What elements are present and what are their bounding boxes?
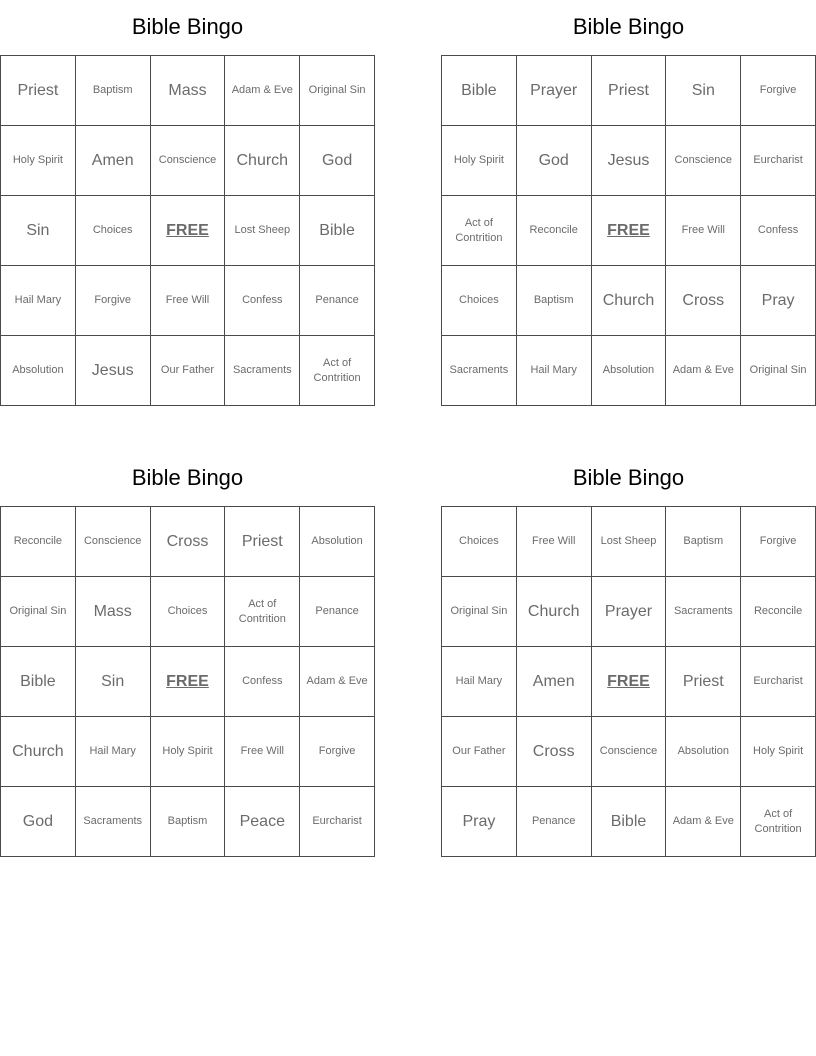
bingo-cell: Baptism [666, 507, 741, 577]
bingo-cell: Original Sin [442, 577, 517, 647]
free-space-cell: FREE [592, 647, 667, 717]
bingo-cell: Sin [1, 196, 76, 266]
bingo-cell: Prayer [592, 577, 667, 647]
bingo-cell: Mass [76, 577, 151, 647]
bingo-cell: Holy Spirit [741, 717, 816, 787]
bingo-cell: Bible [442, 56, 517, 126]
bingo-cell: Holy Spirit [1, 126, 76, 196]
bingo-cell: Confess [225, 647, 300, 717]
bingo-cell: Pray [741, 266, 816, 336]
bingo-cell: Baptism [151, 787, 226, 857]
bingo-cell: Choices [151, 577, 226, 647]
bingo-cell: Holy Spirit [151, 717, 226, 787]
bingo-cell: Sacraments [225, 336, 300, 406]
bingo-card-2 [441, 0, 816, 406]
bingo-cell: Adam & Eve [300, 647, 375, 717]
bingo-cell: Adam & Eve [666, 787, 741, 857]
bingo-cell: Prayer [517, 56, 592, 126]
bingo-cell: Forgive [741, 507, 816, 577]
bingo-cell: Absolution [300, 507, 375, 577]
bingo-cell: Lost Sheep [225, 196, 300, 266]
bingo-cell: Lost Sheep [592, 507, 667, 577]
bingo-cell: Forgive [76, 266, 151, 336]
bingo-cell: Conscience [666, 126, 741, 196]
bingo-cell: Original Sin [300, 56, 375, 126]
bingo-cell: Mass [151, 56, 226, 126]
bingo-cell: Act of Contrition [225, 577, 300, 647]
card-title: Bible Bingo [572, 14, 685, 39]
bingo-cell: Forgive [300, 717, 375, 787]
bingo-cell: Sacraments [76, 787, 151, 857]
bingo-cell: Absolution [1, 336, 76, 406]
bingo-grid [0, 506, 375, 857]
bingo-cell: Eurcharist [300, 787, 375, 857]
card-title: Bible Bingo [131, 14, 244, 39]
bingo-cell: Reconcile [517, 196, 592, 266]
bingo-card-4 [441, 451, 816, 857]
bingo-cell: Free Will [151, 266, 226, 336]
bingo-cell: Eurcharist [741, 126, 816, 196]
bingo-cell: Church [1, 717, 76, 787]
bingo-cell: Free Will [517, 507, 592, 577]
bingo-grid [0, 55, 375, 406]
bingo-cell: Free Will [666, 196, 741, 266]
bingo-cell: Priest [592, 56, 667, 126]
bingo-grid [441, 506, 816, 857]
bingo-cell: Church [225, 126, 300, 196]
bingo-cell: Our Father [151, 336, 226, 406]
bingo-cell: Choices [442, 266, 517, 336]
bingo-cell: Penance [517, 787, 592, 857]
bingo-cell: Amen [76, 126, 151, 196]
bingo-cell: Jesus [592, 126, 667, 196]
bingo-cell: God [300, 126, 375, 196]
bingo-cell: Confess [741, 196, 816, 266]
bingo-cell: Holy Spirit [442, 126, 517, 196]
bingo-cell: Sin [666, 56, 741, 126]
bingo-card-3 [0, 451, 375, 857]
bingo-cell: Free Will [225, 717, 300, 787]
bingo-card-1 [0, 0, 375, 406]
bingo-grid [441, 55, 816, 406]
bingo-cell: Cross [517, 717, 592, 787]
bingo-cell: Priest [1, 56, 76, 126]
bingo-cell: Conscience [151, 126, 226, 196]
bingo-cell: God [1, 787, 76, 857]
bingo-cell: Reconcile [1, 507, 76, 577]
bingo-cell: Choices [442, 507, 517, 577]
bingo-cell: Amen [517, 647, 592, 717]
bingo-cell: Jesus [76, 336, 151, 406]
bingo-cell: Sacraments [666, 577, 741, 647]
free-space-cell: FREE [151, 647, 226, 717]
bingo-cell: Absolution [666, 717, 741, 787]
bingo-cell: Original Sin [741, 336, 816, 406]
bingo-cell: Peace [225, 787, 300, 857]
bingo-cell: Eurcharist [741, 647, 816, 717]
bingo-cell: Priest [666, 647, 741, 717]
free-space-cell: FREE [592, 196, 667, 266]
bingo-cell: Bible [1, 647, 76, 717]
bingo-cell: Act of Contrition [442, 196, 517, 266]
bingo-cell: Baptism [517, 266, 592, 336]
bingo-cell: Pray [442, 787, 517, 857]
bingo-cell: Baptism [76, 56, 151, 126]
bingo-cell: Hail Mary [1, 266, 76, 336]
bingo-cell: Sacraments [442, 336, 517, 406]
card-title: Bible Bingo [131, 465, 244, 490]
bingo-cell: Adam & Eve [225, 56, 300, 126]
bingo-cell: Church [592, 266, 667, 336]
bingo-cell: Act of Contrition [741, 787, 816, 857]
bingo-cell: Conscience [592, 717, 667, 787]
bingo-cell: Cross [151, 507, 226, 577]
bingo-cell: God [517, 126, 592, 196]
bingo-cell: Penance [300, 577, 375, 647]
bingo-cell: Our Father [442, 717, 517, 787]
bingo-cell: Reconcile [741, 577, 816, 647]
bingo-cell: Penance [300, 266, 375, 336]
bingo-cell: Choices [76, 196, 151, 266]
bingo-cell: Sin [76, 647, 151, 717]
bingo-cell: Hail Mary [442, 647, 517, 717]
bingo-cell: Conscience [76, 507, 151, 577]
bingo-cell: Adam & Eve [666, 336, 741, 406]
bingo-cell: Hail Mary [76, 717, 151, 787]
bingo-cell: Original Sin [1, 577, 76, 647]
bingo-cell: Hail Mary [517, 336, 592, 406]
bingo-cell: Priest [225, 507, 300, 577]
bingo-cell: Bible [300, 196, 375, 266]
bingo-cell: Bible [592, 787, 667, 857]
bingo-cell: Act of Contrition [300, 336, 375, 406]
bingo-cell: Church [517, 577, 592, 647]
card-title: Bible Bingo [572, 465, 685, 490]
bingo-cell: Forgive [741, 56, 816, 126]
bingo-cell: Confess [225, 266, 300, 336]
bingo-cell: Absolution [592, 336, 667, 406]
bingo-cell: Cross [666, 266, 741, 336]
free-space-cell: FREE [151, 196, 226, 266]
